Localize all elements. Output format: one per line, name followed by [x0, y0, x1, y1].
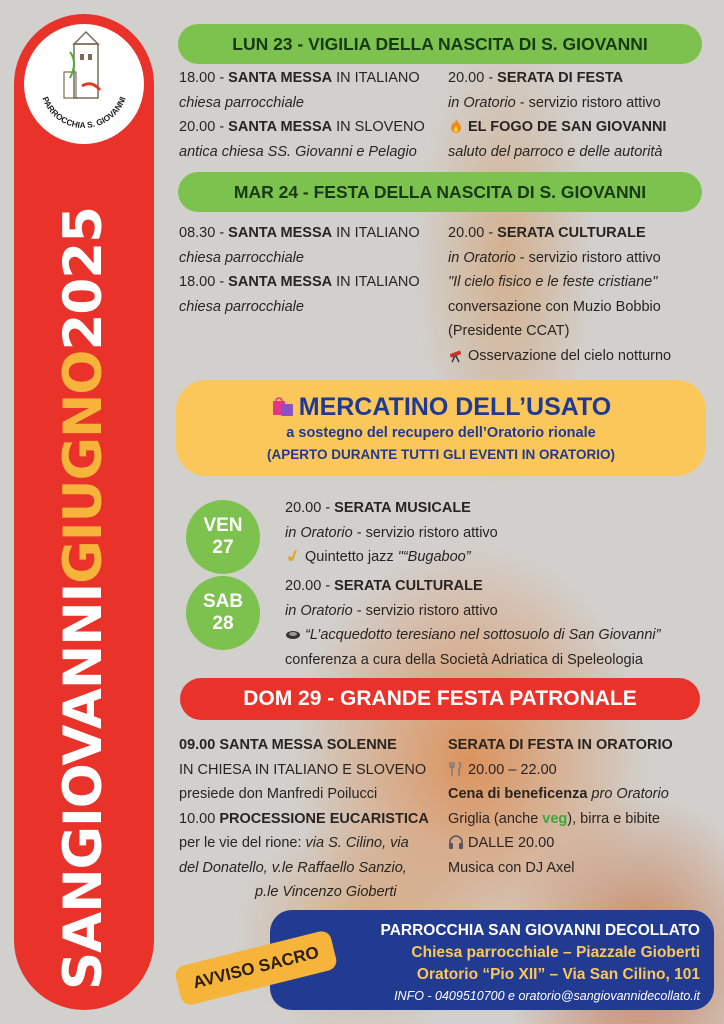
- sab-details: 20.00 - SERATA CULTURALE in Oratorio - servizio ristoro attivo “L’acquedotto teresiano nel sottosuolo di San Giovanni” conferenza a cura della Società Adriatica di Speleologia: [285, 578, 661, 668]
- day2-header: MAR 24 - FESTA DELLA NASCITA DI S. GIOVANNI: [178, 172, 702, 212]
- day1-left: 18.00 - SANTA MESSA IN ITALIANO chiesa parrocchiale 20.00 - SANTA MESSA IN SLOVENO antica chiesa SS. Giovanni e Pelagio: [179, 70, 425, 160]
- avviso-sacro-label: AVVISO SACRO: [174, 929, 339, 1007]
- day1-right: 20.00 - SERATA DI FESTA in Oratorio - servizio ristoro attivo EL FOGO DE SAN GIOVANNI saluto del parroco e delle autorità: [448, 70, 667, 160]
- headphones-icon: [448, 834, 464, 850]
- shopping-bags-icon: [271, 394, 295, 418]
- dom-header: DOM 29 - GRANDE FESTA PATRONALE: [180, 678, 700, 720]
- fire-icon: [448, 118, 464, 134]
- mercatino-title: MERCATINO DELL’USATO: [176, 392, 706, 422]
- mercatino-subtitle: a sostegno del recupero dell’Oratorio rionale: [286, 425, 596, 441]
- svg-text:PARROCCHIA S. GIOVANNI: [40, 95, 127, 130]
- church-address: Chiesa parrocchiale – Piazzale Gioberti: [411, 944, 700, 961]
- contact-info: INFO - 0409510700 e oratorio@sangiovannidecollato.it: [394, 989, 700, 1003]
- day2-right: 20.00 - SERATA CULTURALE in Oratorio - servizio ristoro attivo "Il cielo fisico e le feste cristiane" conversazione con Muzio Bobbio (Presidente CCAT) Osservazione del cielo notturno: [448, 225, 672, 364]
- saxophone-icon: [285, 548, 301, 564]
- sab-date-circle: SAB 28: [186, 576, 260, 650]
- ven-details: 20.00 - SERATA MUSICALE in Oratorio - servizio ristoro attivo Quintetto jazz "“Bugaboo”: [285, 500, 498, 565]
- ven-date-circle: VEN 27: [186, 500, 260, 574]
- oratorio-address: Oratorio “Pio XII” – Via San Cilino, 101: [416, 966, 700, 983]
- mercatino-note: (APERTO DURANTE TUTTI GLI EVENTI IN ORATORIO): [266, 447, 615, 462]
- dom-left: 09.00 SANTA MESSA SOLENNE IN CHIESA IN ITALIANO E SLOVENO presiede don Manfredi Poilucci 10.00 PROCESSIONE EUCARISTICA per le vie del rione: via S. Cilino, via del Donatello, v.le Raffaello Sanzio, p.le Vincenzo Gioberti: [179, 737, 429, 900]
- telescope-icon: [448, 347, 464, 363]
- contact-footer: [270, 910, 714, 1010]
- parish-logo: [24, 24, 144, 144]
- parish-name: PARROCCHIA SAN GIOVANNI DECOLLATO: [380, 922, 700, 939]
- day2-left: 08.30 - SANTA MESSA IN ITALIANO chiesa parrocchiale 18.00 - SANTA MESSA IN ITALIANO chiesa parrocchiale: [179, 225, 420, 315]
- mercatino-banner: [176, 380, 706, 476]
- cutlery-icon: [448, 761, 464, 777]
- vertical-title: SANGIOVANNIGIUGNO2025: [53, 207, 114, 990]
- cave-icon: [285, 626, 301, 642]
- day1-header: LUN 23 - VIGILIA DELLA NASCITA DI S. GIOVANNI: [178, 24, 702, 64]
- dom-right: SERATA DI FESTA IN ORATORIO 20.00 – 22.00 Cena di beneficenza pro Oratorio Griglia (anche veg), birra e bibite DALLE 20.00 Musica con DJ Axel: [448, 737, 673, 876]
- logo-text: PARROCCHIA S. GIOVANNI: [40, 95, 128, 131]
